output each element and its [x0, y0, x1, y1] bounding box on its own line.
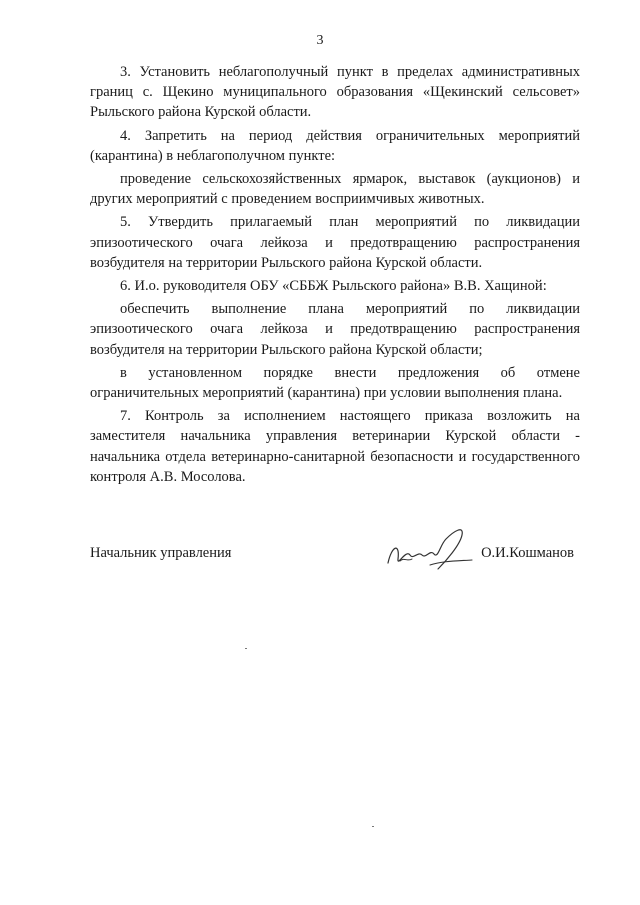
document-body	[90, 62, 580, 490]
scan-artifact	[245, 648, 247, 649]
paragraph-item-6-sub-1: обеспечить выполнение плана мероприятий по ликвидации эпизоотического очага лейкоза и предотвращению распространения возбудителя на территории Рыльского района Курской области;	[90, 301, 580, 358]
signatory-title: Начальник управления	[90, 545, 232, 561]
paragraph-item-5: 5. Утвердить прилагаемый план мероприятий по ликвидации эпизоотического очага лейкоза и предотвращению распространения возбудителя на территории Рыльского района Курской области.	[90, 214, 580, 271]
paragraph-item-4: 4. Запретить на период действия ограничительных мероприятий (карантина) в неблагополучном пункте:	[90, 127, 580, 164]
paragraph-item-7: 7. Контроль за исполнением настоящего приказа возложить на заместителя начальника управления ветеринарии Курской области - начальника отдела ветеринарно-санитарной безопасности и государственного контроля А.В. Мосолова.	[90, 408, 580, 485]
paragraph-item-6: 6. И.о. руководителя ОБУ «СББЖ Рыльского района» В.В. Хащиной:	[120, 278, 547, 295]
paragraph-item-3: 3. Установить неблагополучный пункт в пределах административных границ с. Щекино муниципального образования «Щекинский сельсовет» Рыльского района Курской области.	[90, 64, 580, 121]
paragraph-item-6-sub-2: в установленном порядке внести предложения об отмене ограничительных мероприятий (карантина) при условии выполнения плана.	[90, 364, 580, 402]
page-number: 3	[316, 33, 324, 48]
paragraph-item-4-sub: проведение сельскохозяйственных ярмарок, выставок (аукционов) и других мероприятий с проведением восприимчивых животных.	[90, 171, 580, 208]
signature-block	[90, 545, 580, 575]
signatory-name: О.И.Кошманов	[481, 545, 574, 561]
scan-artifact	[372, 826, 374, 827]
handwritten-signature	[380, 515, 480, 575]
